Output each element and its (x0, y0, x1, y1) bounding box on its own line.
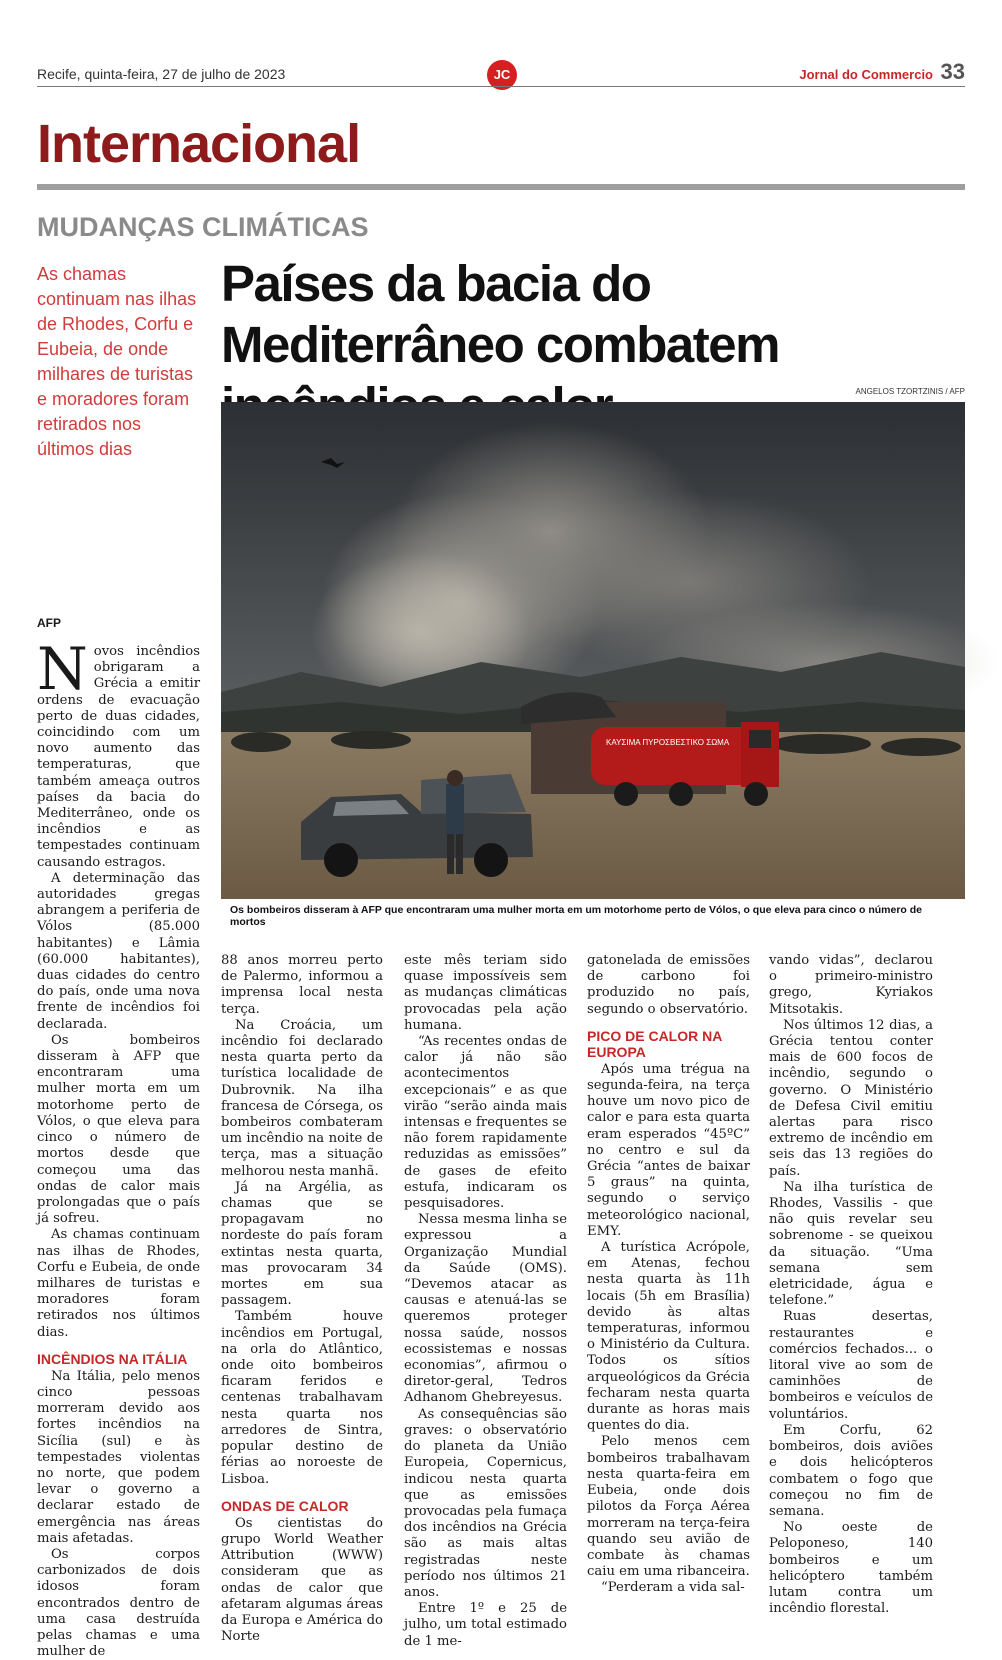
news-photo (221, 402, 965, 899)
article-paragraph: Nos últimos 12 dias, a Grécia tentou conter mais de 600 focos de incêndio, segundo o governo. O Ministério de Defesa Civil emitiu alertas para risco extremo de incêndio em seis das 13 regiões do país. (769, 1017, 933, 1179)
article-paragraph: Após uma trégua na segunda-feira, na terça houve um novo pico de calor e para esta quarta eram esperados “45ºC” no centro e sul da Grécia “antes de baixar 5 graus” na quinta, segundo o serviço meteorológico nacional, EMY. (587, 1061, 750, 1239)
article-paragraph: Nessa mesma linha se expressou a Organização Mundial da Saúde (OMS). “Devemos atacar as causas e atenuá-las se queremos proteger nossa saúde, nossos ecossistemas e nossas economias”, afirmou o diretor-geral, Tedros Adhanom Ghebreyesus. (404, 1212, 567, 1406)
article-paragraph: Entre 1º e 25 de julho, um total estimado de 1 me- (404, 1601, 567, 1649)
subhead-ondas-de-calor: ONDAS DE CALOR (221, 1497, 349, 1514)
article-column-3 (404, 953, 567, 1650)
byline: AFP (37, 616, 61, 630)
article-paragraph: A determinação das autoridades gregas abrangem a periferia de Vólos (85.000 habitantes) e Lâmia (60.000 habitantes), duas cidades do centro do país, onde uma nova frente de incêndios foi declarada. (37, 870, 200, 1032)
article-paragraph: “Perderam a vida sal- (601, 1580, 745, 1596)
photo-credit: ANGELOS TZORTZINIS / AFP (855, 387, 965, 396)
article-paragraph: As chamas continuam nas ilhas de Rhodes, Corfu e Eubeia, de onde milhares de turistas e moradores foram retirados nos últimos dias. (37, 1227, 200, 1340)
article-paragraph: Os bombeiros disseram à AFP que encontraram uma mulher morta em um motorhome perto de Vólos, o que eleva para cinco o número de mortos desde que começou uma das ondas de calor mais prolongadas que o país já sofreu. (37, 1032, 200, 1227)
page-header (37, 59, 965, 86)
subhead-pico-de-calor: PICO DE CALOR NA EUROPA (587, 1027, 722, 1060)
article-paragraph: gatonelada de emissões de carbono foi produzido no país, segundo o observatório. (587, 953, 750, 1017)
article-paragraph: Os corpos carbonizados de dois idosos foram encontrados dentro de uma casa destruída pelas chamas e uma mulher de (37, 1546, 200, 1660)
wildfire-scene-image (221, 402, 965, 899)
section-rule (37, 184, 965, 190)
drop-cap: N (37, 635, 88, 703)
page-number: 33 (940, 59, 965, 84)
article-paragraph: “As recentes ondas de calor já não são acontecimentos excepcionais” e as que virão “serão ainda mais intensas e frequentes se não forem rapidamente reduzidas as emissões” de gases de efeito estufa, indicaram os pesquisadores. (404, 1034, 567, 1212)
article-paragraph: Na Itália, pelo menos cinco pessoas morreram devido aos fortes incêndios na Sicília (sul) e às tempestades violentas no norte, que podem levar o governo a declarar estado de emergência nas áreas mais afetadas. (37, 1368, 200, 1546)
article-paragraph: este mês teriam sido quase impossíveis sem as mudanças climáticas provocadas pela ação humana. (404, 953, 567, 1033)
dateline: Recife, quinta-feira, 27 de julho de 2023 (37, 66, 286, 82)
article-paragraph: vando vidas”, declarou o primeiro-ministro grego, Kyriakos Mitsotakis. (769, 953, 933, 1017)
photo-caption: Os bombeiros disseram à AFP que encontraram uma mulher morta em um motorhome perto de Vólos, o que eleva para cinco o número de mortos (230, 904, 923, 928)
article-paragraph: 88 anos morreu perto de Palermo, informou a imprensa local nesta terça. (221, 953, 383, 1017)
article-paragraph: Os cientistas do grupo World Weather Attribution (WWW) consideram que as ondas de calor que afetaram algumas áreas da Europa e América do Norte (221, 1515, 383, 1645)
section-title: Internacional (37, 114, 361, 174)
newspaper-brand: Jornal do Commercio (799, 67, 933, 82)
article-column-2 (221, 953, 383, 1645)
jc-logo: JC (487, 60, 517, 90)
article-paragraph: Pelo menos cem bombeiros trabalhavam nesta quarta-feira em Eubeia, onde dois pilotos da Força Aérea morreram na terça-feira quando seu avião de combate às chamas caiu em uma ribanceira. (587, 1434, 750, 1580)
article-paragraph: Novos incêndios obrigaram a Grécia a emitir ordens de evacuação perto de duas cidades, coincidindo com um novo aumento das temperaturas, que também ameaça outros países da bacia do Mediterrâneo, onde os incêndios e as tempestades continuam causando estragos. (37, 635, 200, 870)
article-column-5 (769, 953, 933, 1617)
article-paragraph: Também houve incêndios em Portugal, na orla do Atlântico, onde oito bombeiros ficaram feridos e centenas trabalhavam nesta quarta nos arredores de Sintra, popular destino de férias ao noroeste de Lisboa. (221, 1309, 383, 1487)
article-column-4 (587, 953, 750, 1597)
header-divider (37, 86, 965, 87)
article-column-1 (37, 635, 200, 1660)
deck-summary: As chamas continuam nas ilhas de Rhodes, Corfu e Eubeia, de onde milhares de turistas e moradores foram retirados nos últimos dias (37, 264, 197, 459)
article-paragraph: Na ilha turística de Rhodes, Vassilis - que não quis revelar seu sobrenome - se queixou da situação. “Uma semana sem eletricidade, água e telefone.” (769, 1179, 933, 1309)
headline: Países da bacia do Mediterrâneo combatem (221, 255, 779, 373)
article-paragraph: Ruas desertas, restaurantes e comércios fechados... o litoral vive ao som de caminhões de bombeiros e veículos de voluntários. (769, 1309, 933, 1422)
kicker: MUDANÇAS CLIMÁTICAS (37, 212, 369, 242)
article-paragraph: Já na Argélia, as chamas que se propagavam no nordeste do país foram extintas nesta quarta, mas provocaram 34 mortes em sua passagem. (221, 1179, 383, 1309)
subhead-italia: INCÊNDIOS NA ITÁLIA (37, 1350, 188, 1367)
article-paragraph: No oeste de Peloponeso, 140 bombeiros e um helicóptero também lutam contra um incêndio florestal. (769, 1520, 933, 1617)
truck-lettering: ΚΑΥΣΙΜΑ ΠΥΡΟΣΒΕΣΤΙΚΟ ΣΩΜΑ (606, 738, 730, 747)
article-paragraph: A turística Acrópole, em Atenas, fechou nesta quarta às 11h locais (5h em Brasília) devido às altas temperaturas, informou o Ministério da Cultura. Todos os sítios arqueológicos da Grécia fecharam nesta quarta durante as horas mais quentes do dia. (587, 1240, 750, 1434)
article-paragraph: Em Corfu, 62 bombeiros, dois aviões e dois helicópteros combatem o fogo que começou no fim de semana. (769, 1422, 933, 1519)
article-paragraph: Na Croácia, um incêndio foi declarado nesta quarta perto da turística localidade de Dubrovnik. Na ilha francesa de Córsega, os bombeiros combateram um incêndio na noite de terça, mas a situação melhorou nesta manhã. (221, 1017, 383, 1179)
article-paragraph: As consequências são graves: o observatório do planeta da União Europeia, Copernicus, indicou nesta quarta que as emissões provocadas pela fumaça dos incêndios na Grécia são as mais altas registradas neste período nos últimos 21 anos. (404, 1406, 567, 1600)
